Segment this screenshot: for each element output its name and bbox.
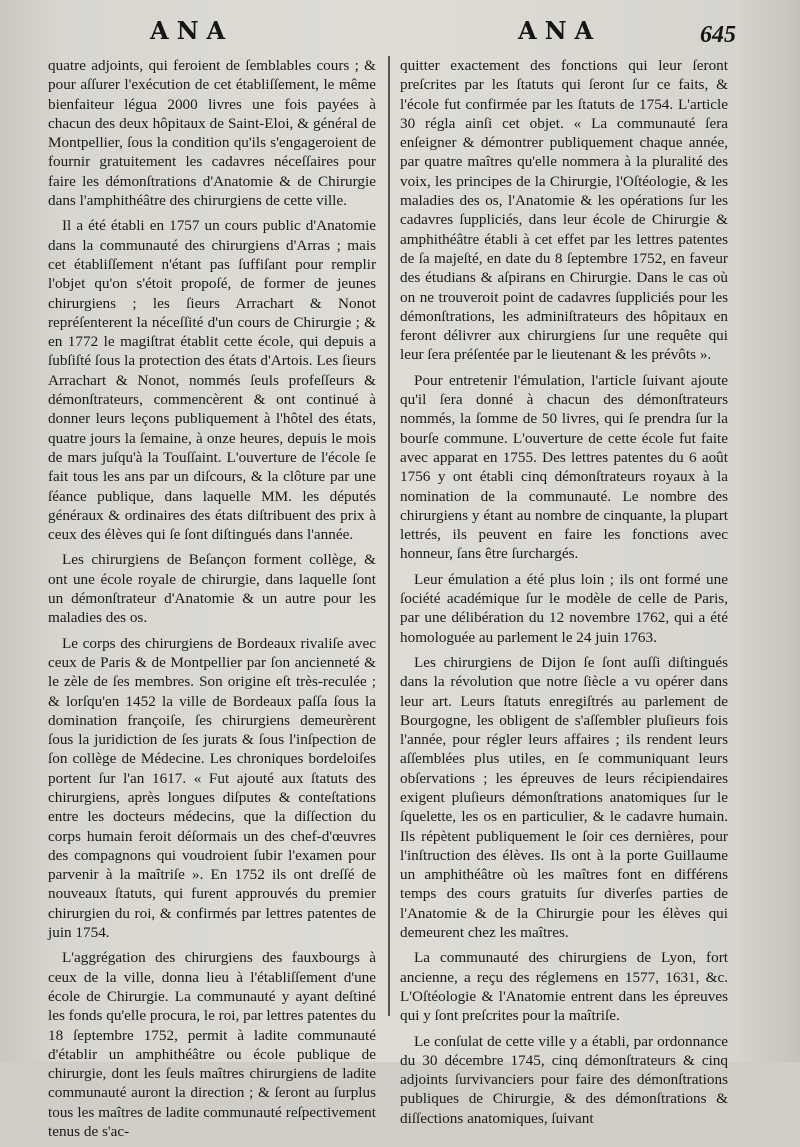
paragraph: Les chirurgiens de Beſançon forment collège, & ont une école royale de chirurgie, dans laquelle ſont un démonſtrateur d'Anatomie & un autre pour les maladies des os. bbox=[48, 551, 376, 627]
page-number: 645 bbox=[700, 22, 736, 48]
paragraph: Pour entretenir l'émulation, l'article ſuivant ajoute qu'il ſera donné à chacun des démonſtrateurs nommés, la ſomme de 50 livres, qui ſe prendra ſur la bourſe commune. L'ouverture de cette école fut faite avec apparat en 1755. Des lettres patentes du 6 août 1756 y ont établi cinq démonſtrateurs royaux à la nomination de la communauté. Le nombre des chirurgiens y étant au nombre de cinquante, la plupart lettrés, ils peuvent en faire les fonctions avec honneur, ſans être ſurchargés. bbox=[400, 371, 728, 563]
paragraph: quitter exactement des fonctions qui leur ſeront preſcrites par les ſtatuts qui ſeront ſur ce faits, & l'école fut confirmée par les ſtatuts de 1754. L'article 30 régla ainſi cet objet. « La communauté ſera enſeigner & démontrer publiquement chaque année, par quatre maîtres qu'elle nommera à la pluralité des voix, les principes de la Chirurgie, l'Oſtéologie, & les maladies des os, l'Anatomie & les opérations ſur les cadavres ſuppliciés, dans leur école de Chirurgie & amphithéâtre établi à cet effet par les lettres patentes de ſa majeſté, en date du 8 ſeptembre 1752, en faveur des étudians & aſpirans en Chirurgie. Dans le cas où on ne trouveroit point de cadavres ſuppliciés pour les démonſtrations, les adminiſtrateurs des hôpitaux en feront délivrer aux chirurgiens ſur une requête qui leur ſera préſentée par le lieutenant & les prévôts ». bbox=[400, 57, 728, 364]
running-head-left: ANA bbox=[150, 16, 234, 45]
paragraph: quatre adjoints, qui feroient de ſemblables cours ; & pour aſſurer l'exécution de cet établiſſement, le même bienfaiteur légua 2000 livres une fois payées à chacun des deux hôpitaux de Saint-Eloi, & général de Montpellier, ſous la condition qu'ils s'engageroient de fournir gratuitement les cadavres néceſſaires pour faire les démonſtrations d'Anatomie & de Chirurgie dans l'amphithéâtre des chirurgiens de cette ville. bbox=[48, 57, 376, 210]
paragraph: Il a été établi en 1757 un cours public d'Anatomie dans la communauté des chirurgiens d'Arras ; mais cet établiſſement n'étant pas ſuffiſant pour remplir l'objet qu'on s'étoit propoſé, de former de jeunes chirurgiens ; les ſieurs Arrachart & Nonot repréſenterent la néceſſité d'un cours de Chirurgie ; & en 1772 le magiſtrat établit cette école, qui depuis a ſubſiſté ſous la protection des états d'Artois. Les ſieurs Arrachart & Nonot, nommés ſeuls profeſſeurs & démonſtrateurs, commencèrent & ont continué à donner leurs leçons publiquement à l'hôtel des états, quatre jours la ſemaine, à onze heures, depuis le mois de mars juſqu'à la Touſſaint. L'ouverture de l'école ſe fait tous les ans par un diſcours, & la clôture par une ſéance publique, dans laquelle MM. les députés généraux & ordinaires des états diſtribuent des prix à ceux des élèves qui ſe ſont diſtingués dans l'année. bbox=[48, 217, 376, 544]
right-column bbox=[400, 56, 728, 1134]
paragraph: Le conſulat de cette ville y a établi, par ordonnance du 30 décembre 1745, cinq démonſtrateurs & cinq adjoints ſurvivanciers pour faire des démonſtrations publiques de Chirurgie, & des démonſtrations & diſſections anatomiques, ſuivant bbox=[400, 1032, 728, 1127]
left-column bbox=[48, 56, 376, 1147]
paragraph: La communauté des chirurgiens de Lyon, fort ancienne, a reçu des réglemens en 1577, 1631, &c. L'Oſtéologie & l'Anatomie entrent dans les épreuves qui y ſont preſcrites pour la maîtriſe. bbox=[400, 949, 728, 1025]
paragraph: Le corps des chirurgiens de Bordeaux rivaliſe avec ceux de Paris & de Montpellier par ſon ancienneté & le zèle de ſes membres. Son origine eſt très-reculée ; & lorſqu'en 1452 la ville de Bordeaux paſſa ſous la domination françoiſe, ſes chirurgiens demeurèrent ſous la juridiction de ſes jurats & ſous l'inſpection de ſon collège de Médecine. Les chroniques bordeloiſes portent ſur l'an 1617. « Fut ajouté aux ſtatuts des chirurgiens, après longues diſputes & conteſtations entre les docteurs médecins, que la diſſection du corps humain feroit déſormais un des chef-d'œuvres des compagnons qui voudroient ſubir l'examen pour parvenir à la maîtriſe ». En 1752 ils ont dreſſé de nouveaux ſtatuts, qui furent approuvés du premier chirurgien du roi, & confirmés par lettres patentes de juin 1754. bbox=[48, 634, 376, 942]
column-rule bbox=[388, 56, 390, 1016]
paragraph: Leur émulation a été plus loin ; ils ont formé une ſociété académique ſur le modèle de celle de Paris, par une délibération du 12 novembre 1762, qui a été homologuée au parlement le 24 juin 1763. bbox=[400, 570, 728, 646]
paragraph: L'aggrégation des chirurgiens des fauxbourgs à ceux de la ville, donna lieu à l'établiſſement d'une école de Chirurgie. La communauté y ayant deſtiné les fonds qu'elle procura, le roi, par lettres patentes du 18 ſeptembre 1752, permit à ladite communauté d'établir un amphithéâtre ou école publique de chirurgie, dont les ſeuls maîtres chirurgiens de ladite communauté auront la direction ; & ſeront au ſurplus tous les maîtres de ladite communauté reſpectivement tenus de s'ac- bbox=[48, 949, 376, 1141]
paragraph: Les chirurgiens de Dijon ſe ſont auſſi diſtingués dans la révolution que notre ſiècle a vu opérer dans leur art. Leurs ſtatuts enregiſtrés au parlement de Bourgogne, les obligent de s'aſſembler pluſieurs fois l'année, pour régler leurs affaires ; ils rendent leurs aſſemblées plus utiles, en ſe communiquant leurs obſervations ; les épreuves de leurs récipiendaires exigent pluſieurs démonſtrations anatomiques ſur le ſquelette, les os en particulier, & le cadavre humain. Ils répètent publiquement le ſoir ces dernières, pour l'inſtruction des élèves. Ils ont à la porte Guillaume un amphithéâtre où les maîtres font en différens temps des cours gratuits ſur diverſes parties de l'Anatomie & de la Chirurgie pour les élèves qui demeurent chez les maîtres. bbox=[400, 653, 728, 942]
running-head-right: ANA bbox=[518, 16, 602, 45]
